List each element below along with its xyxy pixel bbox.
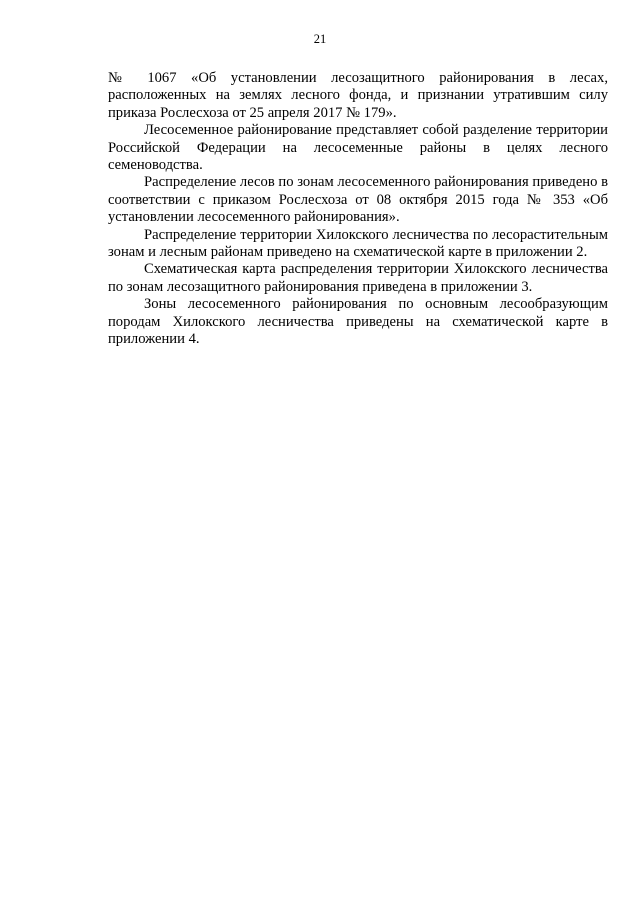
- page-number: 21: [313, 32, 327, 46]
- paragraph-protection-zones-map: Схематическая карта распределения территории Хилокского лесничества по зонам лесозащитного районирования приведена в приложении 3.: [108, 261, 608, 295]
- paragraph-forest-distribution: Распределение лесов по зонам лесосеменного районирования приведено в соответствии с приказом Рослесхоза от 08 октября 2015 года № 353 «Об установлении лесосеменного районирования».: [108, 174, 608, 226]
- paragraph-seed-zones-map: Зоны лесосеменного районирования по основным лесообразующим породам Хилокского лесничества приведены на схематической карте в приложении 4.: [108, 296, 608, 348]
- paragraph-vegetation-zones-map: Распределение территории Хилокского лесничества по лесорастительным зонам и лесным районам приведено на схематической карте в приложении 2.: [108, 226, 608, 261]
- document-body: [108, 70, 608, 349]
- paragraph-order-reference: № 1067 «Об установлении лесозащитного районирования в лесах, расположенных на землях лесного фонда, и признании утратившим силу приказа Рослесхоза от 25 апреля 2017 № 179».: [108, 70, 608, 121]
- paragraph-seed-zoning-definition: Лесосеменное районирование представляет собой разделение территории Российской Федерации на лесосеменные районы в целях лесного семеноводства.: [108, 122, 608, 174]
